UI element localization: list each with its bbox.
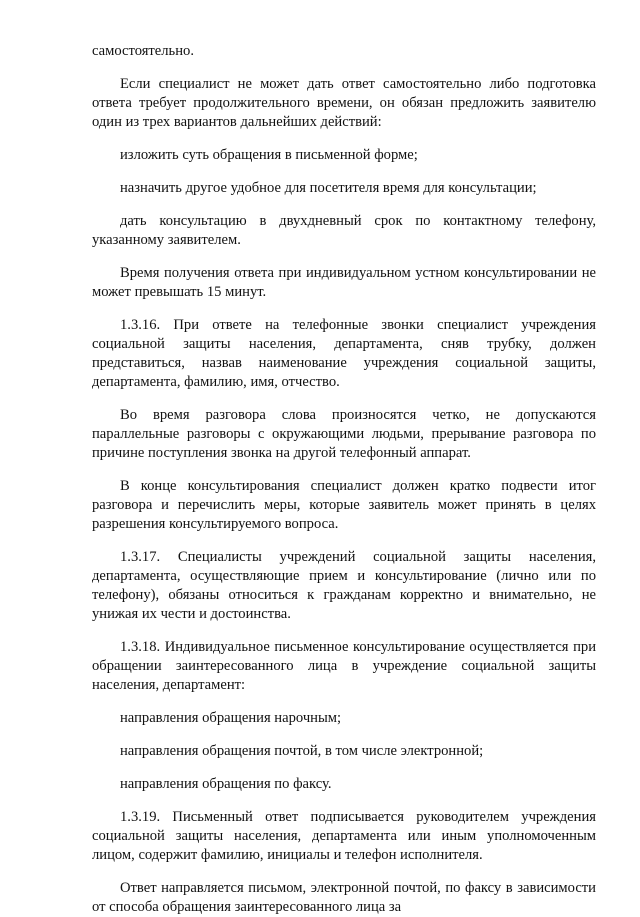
paragraph-1-3-19: 1.3.19. Письменный ответ подписывается руководителем учреждения социальной защиты населения, департамента или иным уполномоченным лицом, содержит фамилию, инициалы и телефон исполнителя. <box>92 809 596 863</box>
paragraph-continuation: самостоятельно. <box>92 43 194 59</box>
paragraph-1-3-16: 1.3.16. При ответе на телефонные звонки специалист учреждения социальной защиты населения, департамента, сняв трубку, должен представиться, назвав наименование учреждения социальной защиты, департамента, фамилию, имя, отчество. <box>92 317 596 390</box>
option-by-courier: направления обращения нарочным; <box>120 710 342 726</box>
paragraph-1-3-17: 1.3.17. Специалисты учреждений социальной защиты населения, департамента, осуществляющие прием и консультирование (лично или по телефону), обязаны относиться к гражданам корректно и внимательно, не унижая их чести и достоинства. <box>92 549 596 622</box>
document-page <box>92 42 596 917</box>
option-written-form: изложить суть обращения в письменной форме; <box>120 147 418 163</box>
option-by-mail: направления обращения почтой, в том числе электронной; <box>120 743 484 759</box>
paragraph-answer-time: Время получения ответа при индивидуальном устном консультировании не может превышать 15 минут. <box>92 265 596 300</box>
paragraph-1-3-18: 1.3.18. Индивидуальное письменное консультирование осуществляется при обращении заинтересованного лица в учреждение социальной защиты населения, департамент: <box>92 639 596 693</box>
paragraph-no-answer-options: Если специалист не может дать ответ самостоятельно либо подготовка ответа требует продолжительного времени, он обязан предложить заявителю один из трех вариантов дальнейших действий: <box>92 76 596 130</box>
paragraph-consultation-end: В конце консультирования специалист должен кратко подвести итог разговора и перечислить меры, которые заявитель может принять в целях разрешения консультируемого вопроса. <box>92 478 596 532</box>
option-other-time: назначить другое удобное для посетителя время для консультации; <box>120 180 537 196</box>
paragraph-answer-delivery: Ответ направляется письмом, электронной почтой, по факсу в зависимости от способа обращения заинтересованного лица за <box>92 880 596 915</box>
paragraph-conversation-rules: Во время разговора слова произносятся четко, не допускаются параллельные разговоры с окружающими людьми, прерывание разговора по причине поступления звонка на другой телефонный аппарат. <box>92 407 596 461</box>
option-phone-consultation: дать консультацию в двухдневный срок по контактному телефону, указанному заявителем. <box>92 213 596 248</box>
option-by-fax: направления обращения по факсу. <box>120 776 332 792</box>
